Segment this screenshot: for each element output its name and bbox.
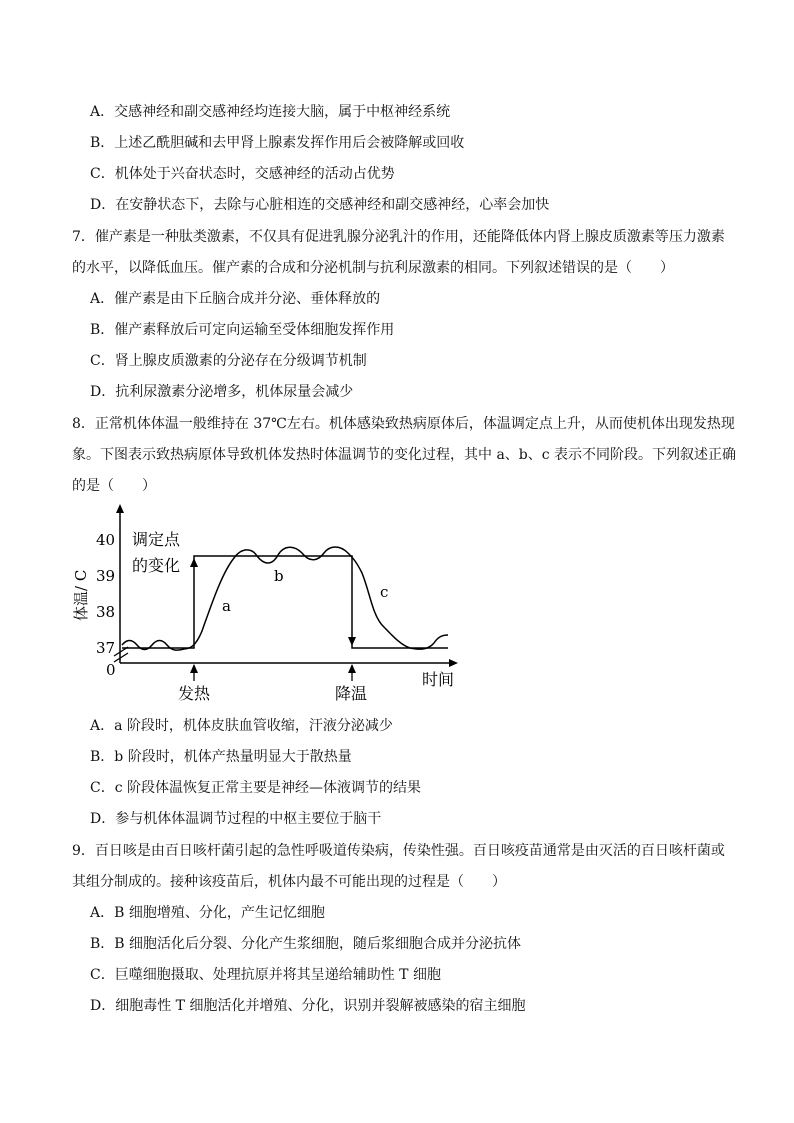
q8-option-a: A．a 阶段时，机体皮肤血管收缩，汗液分泌减少 — [90, 718, 393, 734]
phase-c-label: c — [380, 583, 389, 601]
q9-stem-line-2: 其组分制成的。接种该疫苗后，机体内最不可能出现的过程是（ ） — [72, 874, 506, 890]
q8-stem-line-2: 象。下图表示致热病原体导致机体发热时体温调节的变化过程，其中 a、b、c 表示不同阶段。下列叙述正确 — [72, 447, 737, 463]
ytick-39: 39 — [96, 567, 116, 585]
ytick-40: 40 — [96, 531, 116, 549]
x-axis-arrow — [449, 659, 458, 667]
q6-option-b: B．上述乙酰胆碱和去甲肾上腺素发挥作用后会被降解或回收 — [90, 135, 465, 151]
q9-option-b: B．B 细胞活化后分裂、分化产生浆细胞，随后浆细胞合成并分泌抗体 — [90, 936, 522, 952]
cooling-marker-label: 降温 — [335, 684, 368, 703]
q9-stem-line-1: 9．百日咳是由百日咳杆菌引起的急性呼吸道传染病，传染性强。百日咳疫苗通常是由灭活的百日咳杆菌或 — [72, 843, 725, 859]
ytick-38: 38 — [96, 603, 116, 621]
x-axis-label: 时间 — [422, 670, 455, 689]
setpoint-down-arrow — [348, 637, 356, 646]
q8-option-d: D．参与机体体温调节过程的中枢主要位于脑干 — [90, 811, 382, 827]
q9-option-c: C．巨噬细胞摄取、处理抗原并将其呈递给辅助性 T 细胞 — [90, 967, 441, 983]
q7-stem-line-1: 7．催产素是一种肽类激素，不仅具有促进乳腺分泌乳汁的作用，还能降低体内肾上腺皮质激素等压力激素 — [72, 229, 725, 245]
q6-option-d: D．在安静状态下，去除与心脏相连的交感神经和副交感神经，心率会加快 — [90, 197, 550, 213]
q7-option-d: D．抗利尿激素分泌增多，机体尿量会减少 — [90, 384, 354, 400]
phase-b-label: b — [274, 567, 284, 585]
q7-stem-line-2: 的水平，以降低血压。催产素的合成和分泌机制与抗利尿激素的相同。下列叙述错误的是（ ） — [72, 260, 674, 276]
q9-option-d: D．细胞毒性 T 细胞活化并增殖、分化，识别并裂解被感染的宿主细胞 — [90, 998, 526, 1014]
q6-option-c: C．机体处于兴奋状态时，交感神经的活动占优势 — [90, 166, 395, 182]
y-axis-arrow — [116, 504, 124, 513]
setpoint-label-line2: 的变化 — [132, 556, 181, 575]
phase-a-label: a — [222, 597, 231, 615]
setpoint-label-line1: 调定点 — [132, 530, 181, 549]
q7-option-a: A．催产素是由下丘脑合成并分泌、垂体释放的 — [90, 291, 381, 307]
q8-option-b: B．b 阶段时，机体产热量明显大于散热量 — [90, 749, 352, 765]
fever-marker-arrow — [190, 664, 198, 673]
q7-option-c: C．肾上腺皮质激素的分泌存在分级调节机制 — [90, 353, 367, 369]
q8-stem-line-3: 的是（ ） — [72, 478, 156, 494]
fever-marker-label: 发热 — [178, 684, 211, 703]
q8-option-c: C．c 阶段体温恢复正常主要是神经—体液调节的结果 — [90, 780, 422, 796]
setpoint-up-arrow — [190, 558, 198, 567]
ytick-37: 37 — [96, 639, 116, 657]
q9-option-a: A．B 细胞增殖、分化，产生记忆细胞 — [90, 905, 325, 921]
cooling-marker-arrow — [348, 664, 356, 673]
q7-option-b: B．催产素释放后可定向运输至受体细胞发挥作用 — [90, 322, 395, 338]
q6-option-a: A．交感神经和副交感神经均连接大脑，属于中枢神经系统 — [90, 104, 451, 120]
y-axis-label: 体温/ C — [72, 569, 90, 621]
q8-stem-line-1: 8．正常机体体温一般维持在 37℃左右。机体感染致热病原体后，体温调定点上升，从而使机体出现发热现 — [72, 416, 735, 432]
origin-label: 0 — [106, 661, 116, 679]
temperature-regulation-figure — [72, 503, 472, 703]
